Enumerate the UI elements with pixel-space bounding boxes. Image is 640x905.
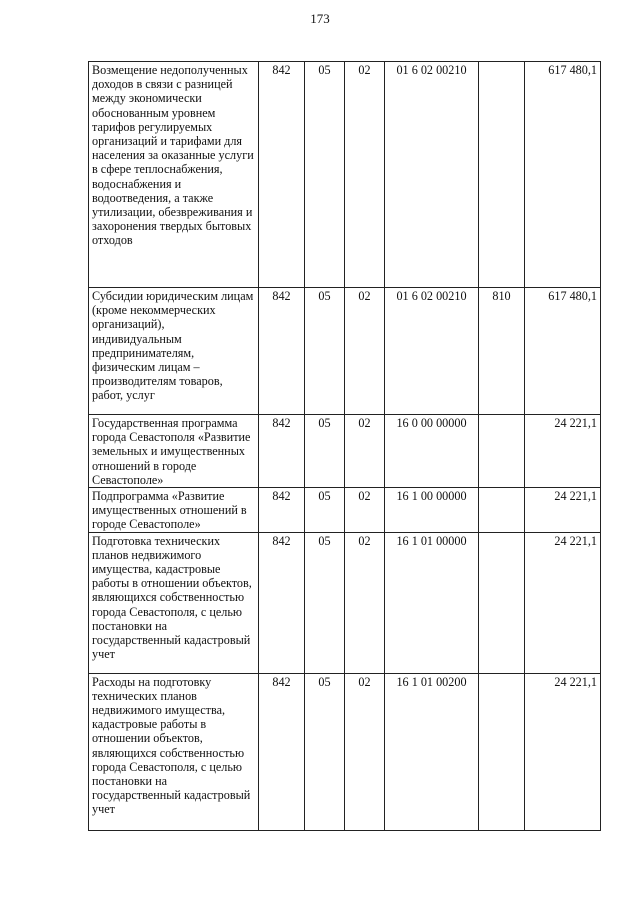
table-row	[89, 62, 601, 288]
amount-cell: 24 221,1	[525, 532, 601, 673]
ministry-code-cell: 842	[259, 673, 305, 830]
subsection-code-cell: 02	[345, 488, 385, 533]
subsection-code-cell: 02	[345, 288, 385, 415]
row-name-cell: Возмещение недополученных доходов в связи с разницей между экономически обоснованным уровнем тарифов регулируемых организаций и тарифами для населения за оказанные услуги в сфере теплоснабжения, водоснабжения и водоотведения, а также утилизации, обезвреживания и захоронения твердых бытовых отходов	[89, 62, 259, 288]
target-article-cell: 01 6 02 00210	[385, 288, 479, 415]
section-code-cell: 05	[305, 532, 345, 673]
amount-cell: 24 221,1	[525, 415, 601, 488]
ministry-code-cell: 842	[259, 62, 305, 288]
table-row	[89, 288, 601, 415]
target-article-cell: 01 6 02 00210	[385, 62, 479, 288]
subsection-code-cell: 02	[345, 532, 385, 673]
row-name-cell: Расходы на подготовку технических планов недвижимого имущества, кадастровые работы в отношении объектов, являющихся собственностью города Севастополя, с целью постановки на государственный кадастровый учет	[89, 673, 259, 830]
amount-cell: 24 221,1	[525, 673, 601, 830]
subsection-code-cell: 02	[345, 62, 385, 288]
section-code-cell: 05	[305, 288, 345, 415]
page-number: 173	[310, 11, 330, 26]
subsection-code-cell: 02	[345, 415, 385, 488]
expense-type-cell	[479, 532, 525, 673]
row-name-cell: Подготовка технических планов недвижимого имущества, кадастровые работы в отношении объектов, являющихся собственностью города Севастополя, с целью постановки на государственный кадастровый учет	[89, 532, 259, 673]
ministry-code-cell: 842	[259, 288, 305, 415]
table-row	[89, 415, 601, 488]
section-code-cell: 05	[305, 415, 345, 488]
expense-type-cell	[479, 673, 525, 830]
amount-cell: 617 480,1	[525, 62, 601, 288]
amount-cell: 617 480,1	[525, 288, 601, 415]
table-row	[89, 532, 601, 673]
target-article-cell: 16 1 01 00200	[385, 673, 479, 830]
expense-type-cell	[479, 488, 525, 533]
expense-type-cell: 810	[479, 288, 525, 415]
subsection-code-cell: 02	[345, 673, 385, 830]
target-article-cell: 16 1 01 00000	[385, 532, 479, 673]
row-name-cell: Государственная программа города Севастополя «Развитие земельных и имущественных отношений в городе Севастополе»	[89, 415, 259, 488]
row-name-cell: Субсидии юридическим лицам (кроме некоммерческих организаций), индивидуальным предпринимателям, физическим лицам – производителям товаров, работ, услуг	[89, 288, 259, 415]
section-code-cell: 05	[305, 673, 345, 830]
table-row	[89, 673, 601, 830]
table-row	[89, 488, 601, 533]
expense-type-cell	[479, 415, 525, 488]
amount-cell: 24 221,1	[525, 488, 601, 533]
ministry-code-cell: 842	[259, 488, 305, 533]
section-code-cell: 05	[305, 488, 345, 533]
ministry-code-cell: 842	[259, 532, 305, 673]
ministry-code-cell: 842	[259, 415, 305, 488]
expense-type-cell	[479, 62, 525, 288]
section-code-cell: 05	[305, 62, 345, 288]
target-article-cell: 16 0 00 00000	[385, 415, 479, 488]
budget-table	[88, 61, 601, 831]
target-article-cell: 16 1 00 00000	[385, 488, 479, 533]
row-name-cell: Подпрограмма «Развитие имущественных отношений в городе Севастополе»	[89, 488, 259, 533]
